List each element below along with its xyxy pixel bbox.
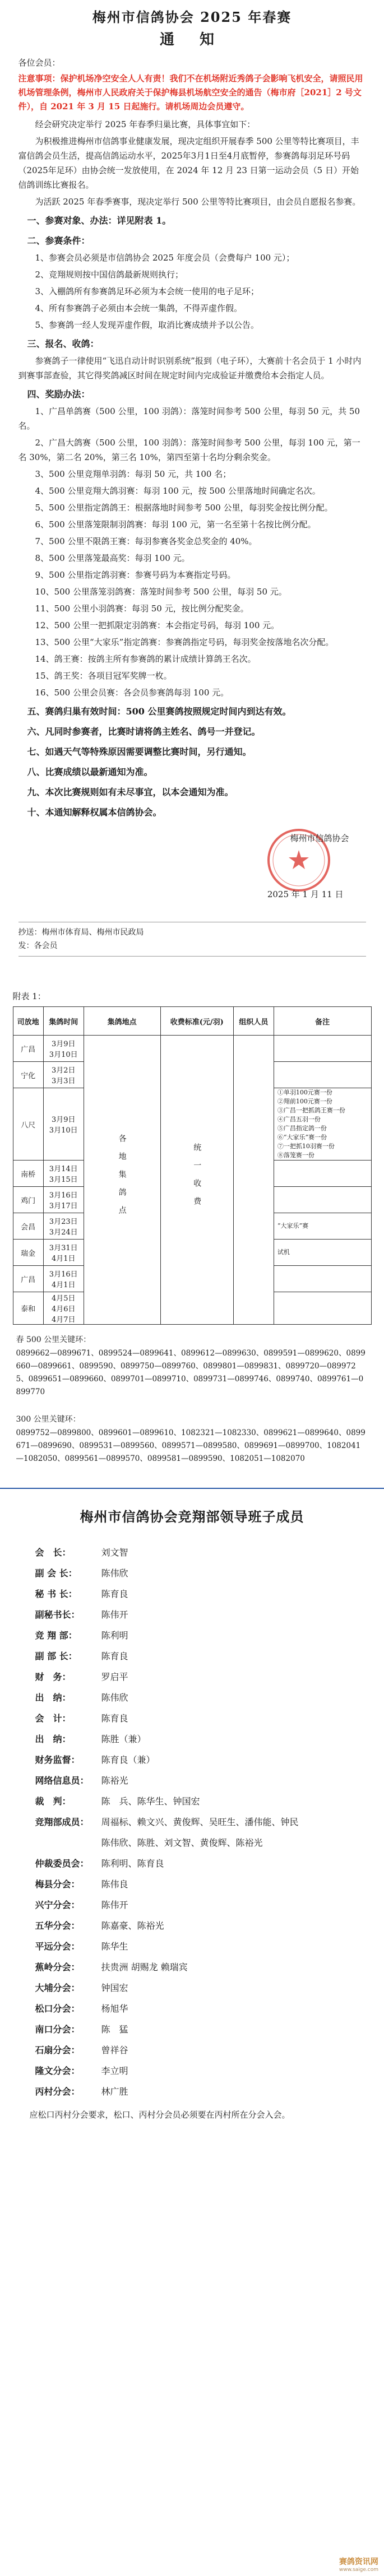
- member-name: 陈裕光: [101, 1775, 128, 1786]
- remark-line: ③广昌一把抓鸽王赛一份: [277, 1107, 345, 1114]
- remark-cell: [274, 1088, 371, 1161]
- schedule-header-cell: 集鸽地点: [84, 1007, 160, 1036]
- collection-date: 3月10日: [49, 1051, 78, 1059]
- member-role: 蕉岭分会：: [35, 1962, 80, 1972]
- collection-date: 3月14日: [49, 1165, 78, 1173]
- member-name: 扶贵洲 胡赐龙 赖瑞宾: [101, 1962, 188, 1972]
- collection-time-cell: [43, 1240, 84, 1266]
- fee-cell: [160, 1036, 233, 1325]
- remark-cell: [274, 1036, 371, 1062]
- collection-date: 4月7日: [51, 1316, 76, 1324]
- watermark-logo: [339, 2556, 378, 2573]
- committee-member-row: [35, 1625, 366, 1646]
- schedule-row: [13, 1036, 371, 1062]
- safety-warning: 注意事项：保护机场净空安全人人有责！我们不在机场附近秀鸽子会影响飞机安全，请照民用机场管理条例，梅州市人民政府关于保护梅县机场航空安全的通告（梅市府［2021］2 号文件），自 2021 年 3 月 15 日起施行。请机场周边会员遵守。: [18, 73, 363, 112]
- member-name: 陈伟良: [101, 1879, 128, 1890]
- committee-title: 梅州市信鸽协会竞翔部领导班子成员: [80, 1509, 304, 1525]
- member-role: 出 纳：: [35, 1692, 71, 1703]
- member-name: 李立明: [101, 2066, 128, 2076]
- collection-time-cell: [43, 1088, 84, 1161]
- schedule-header-row: [13, 1007, 371, 1036]
- section-item: 1、参赛会员必须是市信鸽协会 2025 年度会员（会费每户 100 元）；: [35, 253, 295, 263]
- collection-date: 3月3日: [51, 1077, 76, 1085]
- committee-member-row: [35, 1874, 366, 1895]
- key-rings-500-list: 0899662—0899671、0899524—0899641、0899612—0899630、0899591—0899620、0899660—0899661、0899590、0899750—0899760、0899801—0899831、0899720—0899725、0899651—0899660、0899701—0899710、0899731—0899746、0899740、0899761—0899770: [16, 1349, 366, 1396]
- committee-member-row: [35, 2019, 366, 2040]
- signature-date: 2025 年 1 月 11 日: [267, 889, 344, 899]
- committee-member-row: [35, 1646, 366, 1667]
- signature-block: [18, 827, 366, 911]
- section-item: 3、入棚鸽所有参赛鸽足环必须为本会统一使用的电子足环；: [35, 286, 260, 296]
- section-item: 参赛鸽子一律使用“飞迅自动计时识别系统”报到（电子环），大赛前十名会员于 1 小时内到赛事部查验，其它得奖鸽减区时间在规定时间内完成验证并缴费给本会指定人员。: [18, 356, 362, 380]
- section-heading: 九、本次比赛规则如有未尽事宜，以本会通知为准。: [27, 787, 234, 797]
- collection-time-cell: [43, 1213, 84, 1240]
- section-item: 4、500 公里竞翔大鸽羽赛：每羽 100 元，按 500 公里落地时间确定名次。: [35, 486, 321, 496]
- section-heading: 七、如遇天气等特殊原因需要调整比赛时间，另行通知。: [27, 746, 252, 757]
- remark-line: ⑤广昌指定鸽一份: [277, 1125, 327, 1132]
- release-site-cell: 泰和: [13, 1292, 43, 1325]
- remark-cell: [274, 1187, 371, 1213]
- member-role: 出 纳：: [35, 1734, 71, 1744]
- section-heading: 八、比赛成绩以最新通知为准。: [27, 767, 153, 777]
- remark-line: ④广昌五羽一份: [277, 1116, 321, 1123]
- cc-line: 抄送：梅州市体育局、梅州市民政局 发：各会员: [18, 922, 366, 957]
- release-site-cell: 南桥: [13, 1161, 43, 1187]
- section-heading: 六、凡同时参赛者，比赛时请将鸽主姓名、鸽号一并登记。: [27, 726, 261, 737]
- section-item: 13、500 公里“大家乐”指定鸽赛：参赛鸽指定号码，每羽奖金按落地名次分配。: [35, 637, 334, 647]
- section-item: 3、500 公里竞翔单羽鸽：每羽 50 元，共 100 名；: [35, 469, 232, 479]
- member-name: 陈嘉豪、陈裕光: [101, 1920, 164, 1931]
- committee-member-row: [35, 2081, 366, 2102]
- member-role: 仲裁委员会：: [35, 1858, 89, 1869]
- release-site-cell: 宁化: [13, 1062, 43, 1088]
- intro-paragraph: 经会研究决定举行 2025 年春季归巢比赛，具体事宜如下：: [35, 119, 256, 129]
- section-heading: 五、赛鸽归巢有效时间：500 公里赛鸽按照规定时间内到达有效。: [27, 706, 292, 717]
- organizer-cell: [233, 1036, 274, 1325]
- release-site-cell: 会昌: [13, 1213, 43, 1240]
- collection-time-cell: [43, 1187, 84, 1213]
- section-item: 6、500 公里落笼限制羽鸽赛：每羽 100 元，第一名至第十名按比例分配。: [35, 519, 316, 530]
- collection-date: 3月9日: [51, 1040, 76, 1048]
- remark-cell: [274, 1240, 371, 1266]
- collection-date: 3月10日: [49, 1126, 78, 1135]
- member-name: 陈胜（兼）: [101, 1734, 146, 1744]
- key-rings-300-title: 300 公里关键环：: [16, 1415, 81, 1424]
- section-item: 7、500 公里不限鸽王赛：每羽参赛各奖金总奖金的 40%。: [35, 536, 257, 546]
- committee-member-row: [35, 1978, 366, 1998]
- committee-member-row: [35, 1729, 366, 1749]
- remark-line: “大家乐”赛: [277, 1222, 309, 1229]
- committee-member-row: [35, 1791, 366, 1812]
- member-role: 副 会 长：: [35, 1568, 77, 1579]
- committee-member-row: [35, 1998, 366, 2019]
- watermark-text: 赛鸽资讯网: [339, 2558, 378, 2566]
- member-role: 竞 翔 部：: [35, 1630, 77, 1641]
- member-role: 平远分会：: [35, 1941, 80, 1952]
- intro-paragraph: 为活跃 2025 年春季赛事，现决定举行 500 公里等特比赛项目，由会员自愿报名参赛。: [35, 197, 361, 207]
- appendix-section: [7, 990, 377, 1465]
- section-item: 4、所有参赛鸽子必须由本会统一集鸽，不得弄虚作假。: [35, 303, 243, 313]
- member-name: 曾祥谷: [101, 2045, 128, 2055]
- section-item: 5、500 公里指定鸽鸽王：根据落地时间参考 500 公里，每羽奖金按比例分配。: [35, 503, 333, 513]
- member-name: 陈育良: [101, 1651, 128, 1661]
- member-name: 周福标、赖文兴、黄俊辉、吴旺生、潘伟能、钟民: [101, 1817, 299, 1827]
- member-role: 会 计：: [35, 1713, 71, 1724]
- committee-members: [18, 1542, 366, 2102]
- notice-title: 梅州市信鸽协会 2025 年春赛: [92, 9, 292, 25]
- collection-location-cell: [84, 1036, 160, 1325]
- member-name: 陈育良: [101, 1589, 128, 1599]
- collection-date: 4月1日: [51, 1281, 76, 1289]
- member-role: 网络信息员：: [35, 1775, 89, 1786]
- collection-time-cell: [43, 1161, 84, 1187]
- remark-line: 试机: [277, 1248, 290, 1256]
- member-role: 石扇分会：: [35, 2045, 80, 2055]
- collection-date: 3月15日: [49, 1176, 78, 1184]
- committee-member-row: [35, 1584, 366, 1604]
- committee-member-row: [35, 1853, 366, 1874]
- member-name: 钟国宏: [101, 1983, 128, 1993]
- section-heading: 二、参赛条件：: [27, 235, 90, 246]
- release-site-cell: 广昌: [13, 1036, 43, 1062]
- key-rings-500-title: 春 500 公里关键环：: [16, 1335, 91, 1344]
- committee-member-row: [35, 1604, 366, 1625]
- section-item: 9、500 公里指定鸽羽赛：参赛号码为本赛指定号码。: [35, 570, 236, 580]
- remark-line: ⑧落笼赛一份: [277, 1152, 314, 1159]
- member-name: 罗启平: [101, 1672, 128, 1682]
- member-name: 杨旭华: [101, 2003, 128, 2014]
- watermark-url: www.saige.com: [339, 2567, 378, 2573]
- collection-date: 3月2日: [51, 1066, 76, 1075]
- collection-time-cell: [43, 1036, 84, 1062]
- schedule-header-cell: 司放地: [13, 1007, 43, 1036]
- remark-line: ⑦一把抓10羽赛一份: [277, 1143, 335, 1150]
- committee-member-row: [35, 1708, 366, 1729]
- member-name: 陈伟欣: [101, 1568, 128, 1579]
- member-role: 隆文分会：: [35, 2066, 80, 2076]
- remark-cell: [274, 1213, 371, 1240]
- section-item: 2、广昌大鸽赛（500 公里，100 羽鸽）：落笼时间参考 500 公里，每羽 100 元，第一名 30%，第二名 20%，第三名 10%，第四至第十名均分剩余奖金。: [18, 438, 360, 462]
- section-item: 12、500 公里一把抓限定羽鸽赛：本会指定号码，每羽 100 元。: [35, 620, 280, 630]
- key-rings-300-list: 0899752—0899800、0899601—0899610、1082321—1082330、0899621—0899640、0899671—0899690、0899531—0899560、0899571—0899580、0899691—0899700、1082041—1082050、0899561—0899570、0899581—0899590、1082051—1082070: [16, 1428, 366, 1463]
- member-name: 林广胜: [101, 2086, 128, 2097]
- section-item: 10、500 公里落笼羽鸽赛：落笼时间参考 500 公里，每羽 50 元。: [35, 587, 287, 597]
- section-item: 16、500 公里会员赛：各会员参赛鸽每羽 100 元。: [35, 688, 229, 698]
- collection-date: 3月9日: [51, 1116, 76, 1124]
- collection-date: 4月6日: [51, 1305, 76, 1313]
- member-name: 陈伟欣: [101, 1692, 128, 1703]
- remark-line: ⑥“大家乐”赛一份: [277, 1134, 327, 1141]
- member-role: 竞翔部成员：: [35, 1817, 89, 1827]
- signature-org: 梅州市信鸽协会: [290, 833, 349, 843]
- committee-member-row: [35, 1667, 366, 1687]
- collection-date: 4月1日: [51, 1255, 76, 1263]
- release-site-cell: 广昌: [13, 1266, 43, 1292]
- committee-member-row: [35, 1936, 366, 1957]
- collection-time-cell: [43, 1292, 84, 1325]
- section-item: 14、鸽王赛：按鸽主所有参赛鸽的累计成绩计算鸽王名次。: [35, 654, 256, 664]
- schedule-header-cell: 组织人员: [233, 1007, 274, 1036]
- committee-member-row: [35, 1542, 366, 1563]
- member-name: 陈伟开: [101, 1900, 128, 1910]
- member-role: 兴宁分会：: [35, 1900, 80, 1910]
- member-name: 陈伟欣、陈胜、刘文智、黄俊辉、陈裕光: [101, 1837, 263, 1848]
- member-name: 陈华生: [101, 1941, 128, 1952]
- member-role: 松口分会：: [35, 2003, 80, 2014]
- release-site-cell: 鸡门: [13, 1187, 43, 1213]
- collection-date: 3月16日: [49, 1270, 78, 1279]
- release-site-cell: 八尺: [13, 1088, 43, 1161]
- member-role: 副秘书长：: [35, 1609, 80, 1620]
- committee-member-row: [35, 1770, 366, 1791]
- committee-member-row: [35, 1957, 366, 1978]
- section-item: 2、竞翔规则按中国信鸽最新规则执行；: [35, 270, 184, 280]
- section-heading: 三、报名、收鸽：: [27, 338, 99, 349]
- member-name: 陈育良（兼）: [101, 1755, 155, 1765]
- committee-closing-note: 应松口丙村分会要求，松口、丙村分会员必须要在丙村所在分会入会。: [29, 2110, 290, 2120]
- schedule-table: [13, 1006, 372, 1325]
- section-item: 1、广昌单鸽赛（500 公里，100 羽鸽）：落笼时间参考 500 公里，每羽 50 元，共 50 名。: [18, 406, 360, 431]
- committee-member-row: [35, 1749, 366, 1770]
- notice-section: [18, 0, 366, 957]
- section-heading: 一、参赛对象、办法：详见附表 1。: [27, 215, 172, 226]
- member-name: 陈伟开: [101, 1609, 128, 1620]
- member-role: 梅县分会：: [35, 1879, 80, 1890]
- committee-member-row: [35, 1895, 366, 1915]
- section-item: 5、参赛鸽一经人发现弄虚作假，取消比赛成绩并予以公告。: [35, 320, 260, 330]
- member-name: 陈利明、陈育良: [101, 1858, 164, 1869]
- committee-member-row: [35, 2040, 366, 2060]
- collection-date: 3月24日: [49, 1228, 78, 1237]
- intro-paragraphs: [18, 117, 366, 209]
- member-role: 大埔分会：: [35, 1983, 80, 1993]
- notice-sections: [18, 212, 366, 821]
- member-role: 丙村分会：: [35, 2086, 80, 2097]
- collection-time-cell: [43, 1266, 84, 1292]
- member-name: 陈利明: [101, 1630, 128, 1641]
- collection-date: 3月31日: [49, 1244, 78, 1252]
- member-name: 陈育良: [101, 1713, 128, 1724]
- collection-date: 3月16日: [49, 1191, 78, 1200]
- member-role: 南口分会：: [35, 2024, 80, 2035]
- member-role: 财 务：: [35, 1672, 71, 1682]
- committee-section: [18, 1489, 366, 2122]
- collection-date: 4月5日: [51, 1294, 76, 1303]
- schedule-header-cell: 集鸽时间: [43, 1007, 84, 1036]
- committee-member-row: [35, 1812, 366, 1832]
- release-site-cell: 瑞金: [13, 1240, 43, 1266]
- section-heading: 十、本通知解释权属本信鸽协会。: [27, 807, 162, 818]
- member-role: 秘 书 长：: [35, 1589, 77, 1599]
- member-name: 陈 兵、陈华生、钟国宏: [101, 1796, 200, 1807]
- fee-standard: 统一收费: [192, 1143, 202, 1215]
- section-item: 8、500 公里落笼最高奖：每羽 100 元。: [35, 553, 190, 563]
- remark-cell: [274, 1062, 371, 1088]
- remark-cell: [274, 1292, 371, 1325]
- collection-time-cell: [43, 1062, 84, 1088]
- appendix-label: 附表 1：: [12, 991, 46, 1001]
- member-role: 副 部 长：: [35, 1651, 77, 1661]
- collection-date: 3月23日: [49, 1218, 78, 1226]
- committee-member-row: [35, 1563, 366, 1584]
- collection-location: 各地集鸽点: [117, 1134, 127, 1224]
- member-role: 财务监督：: [35, 1755, 80, 1765]
- committee-member-row: [35, 1832, 366, 1853]
- remark-line: ①单羽100元赛一份: [277, 1089, 332, 1096]
- schedule-body: [13, 1036, 371, 1325]
- committee-member-row: [35, 1687, 366, 1708]
- schedule-header-cell: 收费标准(元/羽): [160, 1007, 233, 1036]
- member-role: 五华分会：: [35, 1920, 80, 1931]
- committee-member-row: [35, 2060, 366, 2081]
- remark-line: ②翔前100元赛一份: [277, 1098, 332, 1105]
- remark-cell: [274, 1161, 371, 1187]
- member-role: 会 长：: [35, 1547, 71, 1558]
- intro-paragraph: 为积极推进梅州市信鸽事业健康发展，现决定组织开展春季 500 公里等特比赛项目，丰富信鸽会员生活，提高信鸽运动水平，2025年3月1日至4月底暂停，参赛鸽每羽足环号码（2025年足环）由协会统一发放使用，在 2024 年 12 月 23 日第一运动会员（5 日）开始信鸽训练比赛报名。: [18, 136, 359, 190]
- member-name: 刘文智: [101, 1547, 128, 1558]
- schedule-header-cell: 备注: [274, 1007, 371, 1036]
- salutation: 各位会员：: [18, 58, 61, 68]
- member-name: 陈 猛: [101, 2024, 128, 2035]
- section-heading: 四、奖励办法：: [27, 389, 90, 400]
- section-item: 11、500 公里小羽鸽赛：每羽 50 元，按比例分配奖金。: [35, 604, 249, 614]
- collection-date: 3月17日: [49, 1202, 78, 1210]
- member-role: 裁 判：: [35, 1796, 71, 1807]
- section-item: 15、鸽王奖：各项目冠军奖牌一枚。: [35, 671, 172, 681]
- committee-member-row: [35, 1915, 366, 1936]
- remark-cell: [274, 1266, 371, 1292]
- notice-subtitle: 通 知: [159, 31, 225, 48]
